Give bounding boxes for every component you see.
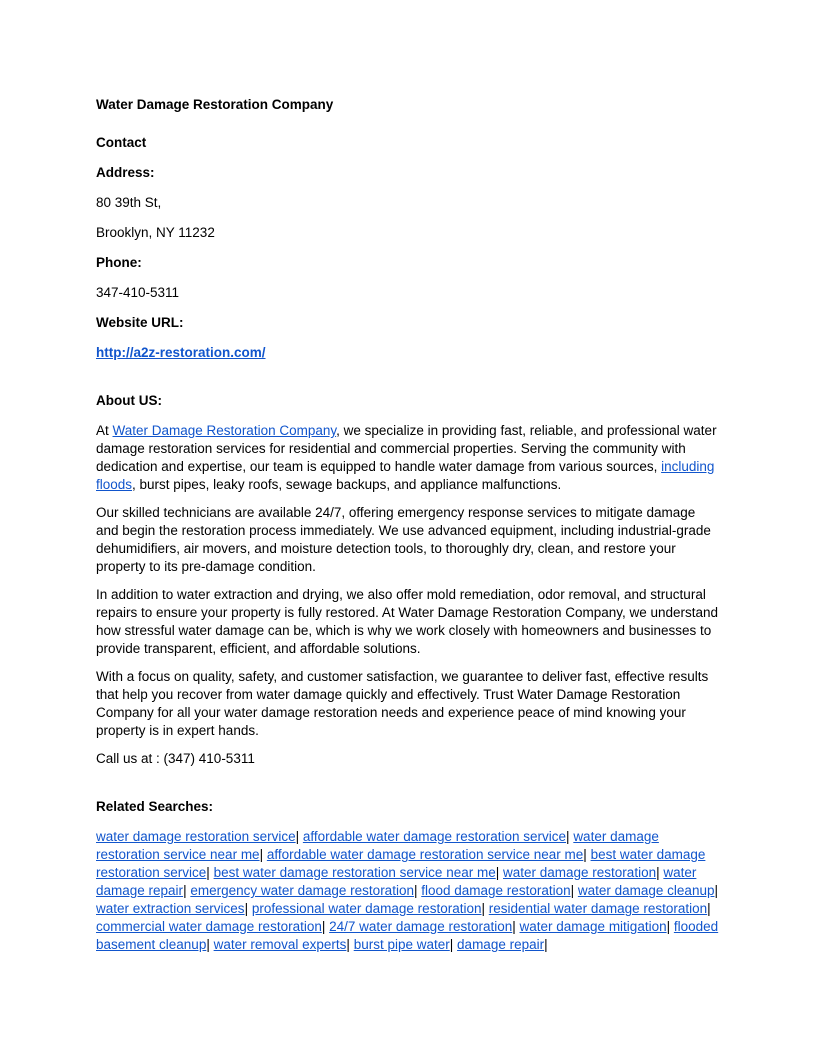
separator: | [346,937,350,952]
separator: | [295,829,300,844]
related-link[interactable]: water damage restoration service [96,829,296,844]
related-link[interactable]: flooded basement cleanup [96,919,719,952]
separator: | [656,865,660,880]
related-link[interactable]: burst pipe water [353,937,450,952]
p1-suffix: , burst pipes, leaky roofs, sewage backups, and appliance malfunctions. [132,477,562,492]
separator: | [570,883,575,898]
document-page [96,96,720,954]
related-link[interactable]: best water damage restoration service [96,847,706,880]
related-searches-list [96,828,720,954]
related-link[interactable]: commercial water damage restoration [96,919,322,934]
separator: | [206,937,210,952]
separator: | [259,847,264,862]
related-link[interactable]: damage repair [457,937,545,952]
separator: | [714,883,718,898]
address-label: Address: [96,165,155,180]
related-link[interactable]: water damage repair [96,865,697,898]
about-paragraph-2: Our skilled technicians are available 24/7, offering emergency response services to mitigate damage and begin the restoration process immediately. We use advanced equipment, including industrial-grade dehumidifiers, air movers, and moisture detection tools, to thoroughly dry, clean, and restore your property to its pre-damage condition. [96,505,711,574]
address-line-1: 80 39th St, [96,195,162,210]
separator: | [481,901,485,916]
about-paragraph-1 [96,422,720,494]
about-paragraph-4: With a focus on quality, safety, and customer satisfaction, we guarantee to deliver fast, effective results that help you recover from water damage quickly and effectively. Trust Water Damage Restoration Company for all your water damage restoration needs and experience peace of mind knowing your property is in expert hands. [96,669,709,738]
related-link[interactable]: water damage restoration [503,865,657,880]
related-link[interactable]: affordable water damage restoration service near me [266,847,584,862]
website-link-wrap [96,344,720,362]
related-searches-heading: Related Searches: [96,799,214,814]
related-link[interactable]: water damage cleanup [577,883,715,898]
contact-heading: Contact [96,135,147,150]
related-link[interactable]: water removal experts [213,937,347,952]
related-link[interactable]: water damage mitigation [519,919,667,934]
separator: | [666,919,671,934]
related-link[interactable]: water extraction services [96,901,245,916]
phone-number: 347-410-5311 [96,285,180,300]
page-title: Water Damage Restoration Company [96,97,334,112]
about-heading: About US: [96,393,162,408]
related-link[interactable]: flood damage restoration [421,883,571,898]
call-us-line: Call us at : (347) 410-5311 [96,751,255,766]
separator: | [566,829,570,844]
related-link[interactable]: 24/7 water damage restoration [329,919,513,934]
separator: | [244,901,249,916]
related-link[interactable]: affordable water damage restoration service [302,829,567,844]
about-paragraph-3: In addition to water extraction and drying, we also offer mold remediation, odor removal, and structural repairs to ensure your property is fully restored. At Water Damage Restoration Company, we understand how stressful water damage can be, which is why we work closely with homeowners and businesses to provide transparent, efficient, and affordable solutions. [96,587,719,656]
phone-label: Phone: [96,255,142,270]
separator: | [183,883,187,898]
address-line-2: Brooklyn, NY 11232 [96,225,215,240]
separator: | [413,883,418,898]
p1-mid: , we specialize in providing fast, reliable, and professional water damage restoration services for residential and commercial properties. Serving the community with dedication and expertise, our team is equipped to handle water damage from various sources, [96,423,717,474]
separator: | [495,865,500,880]
p1-prefix: At [96,423,113,438]
separator: | [707,901,711,916]
separator: | [512,919,516,934]
separator: | [449,937,454,952]
separator: | [544,937,548,952]
related-link[interactable]: emergency water damage restoration [190,883,414,898]
related-link[interactable]: professional water damage restoration [251,901,482,916]
related-link[interactable]: water damage restoration service near me [96,829,659,862]
related-link[interactable]: best water damage restoration service near me [213,865,496,880]
company-link[interactable]: Water Damage Restoration Company [112,423,337,438]
website-label: Website URL: [96,315,184,330]
including-floods-link[interactable]: including floods [96,459,715,492]
separator: | [321,919,326,934]
separator: | [583,847,587,862]
separator: | [206,865,210,880]
website-link[interactable]: http://a2z-restoration.com/ [96,345,266,360]
related-link[interactable]: residential water damage restoration [488,901,708,916]
